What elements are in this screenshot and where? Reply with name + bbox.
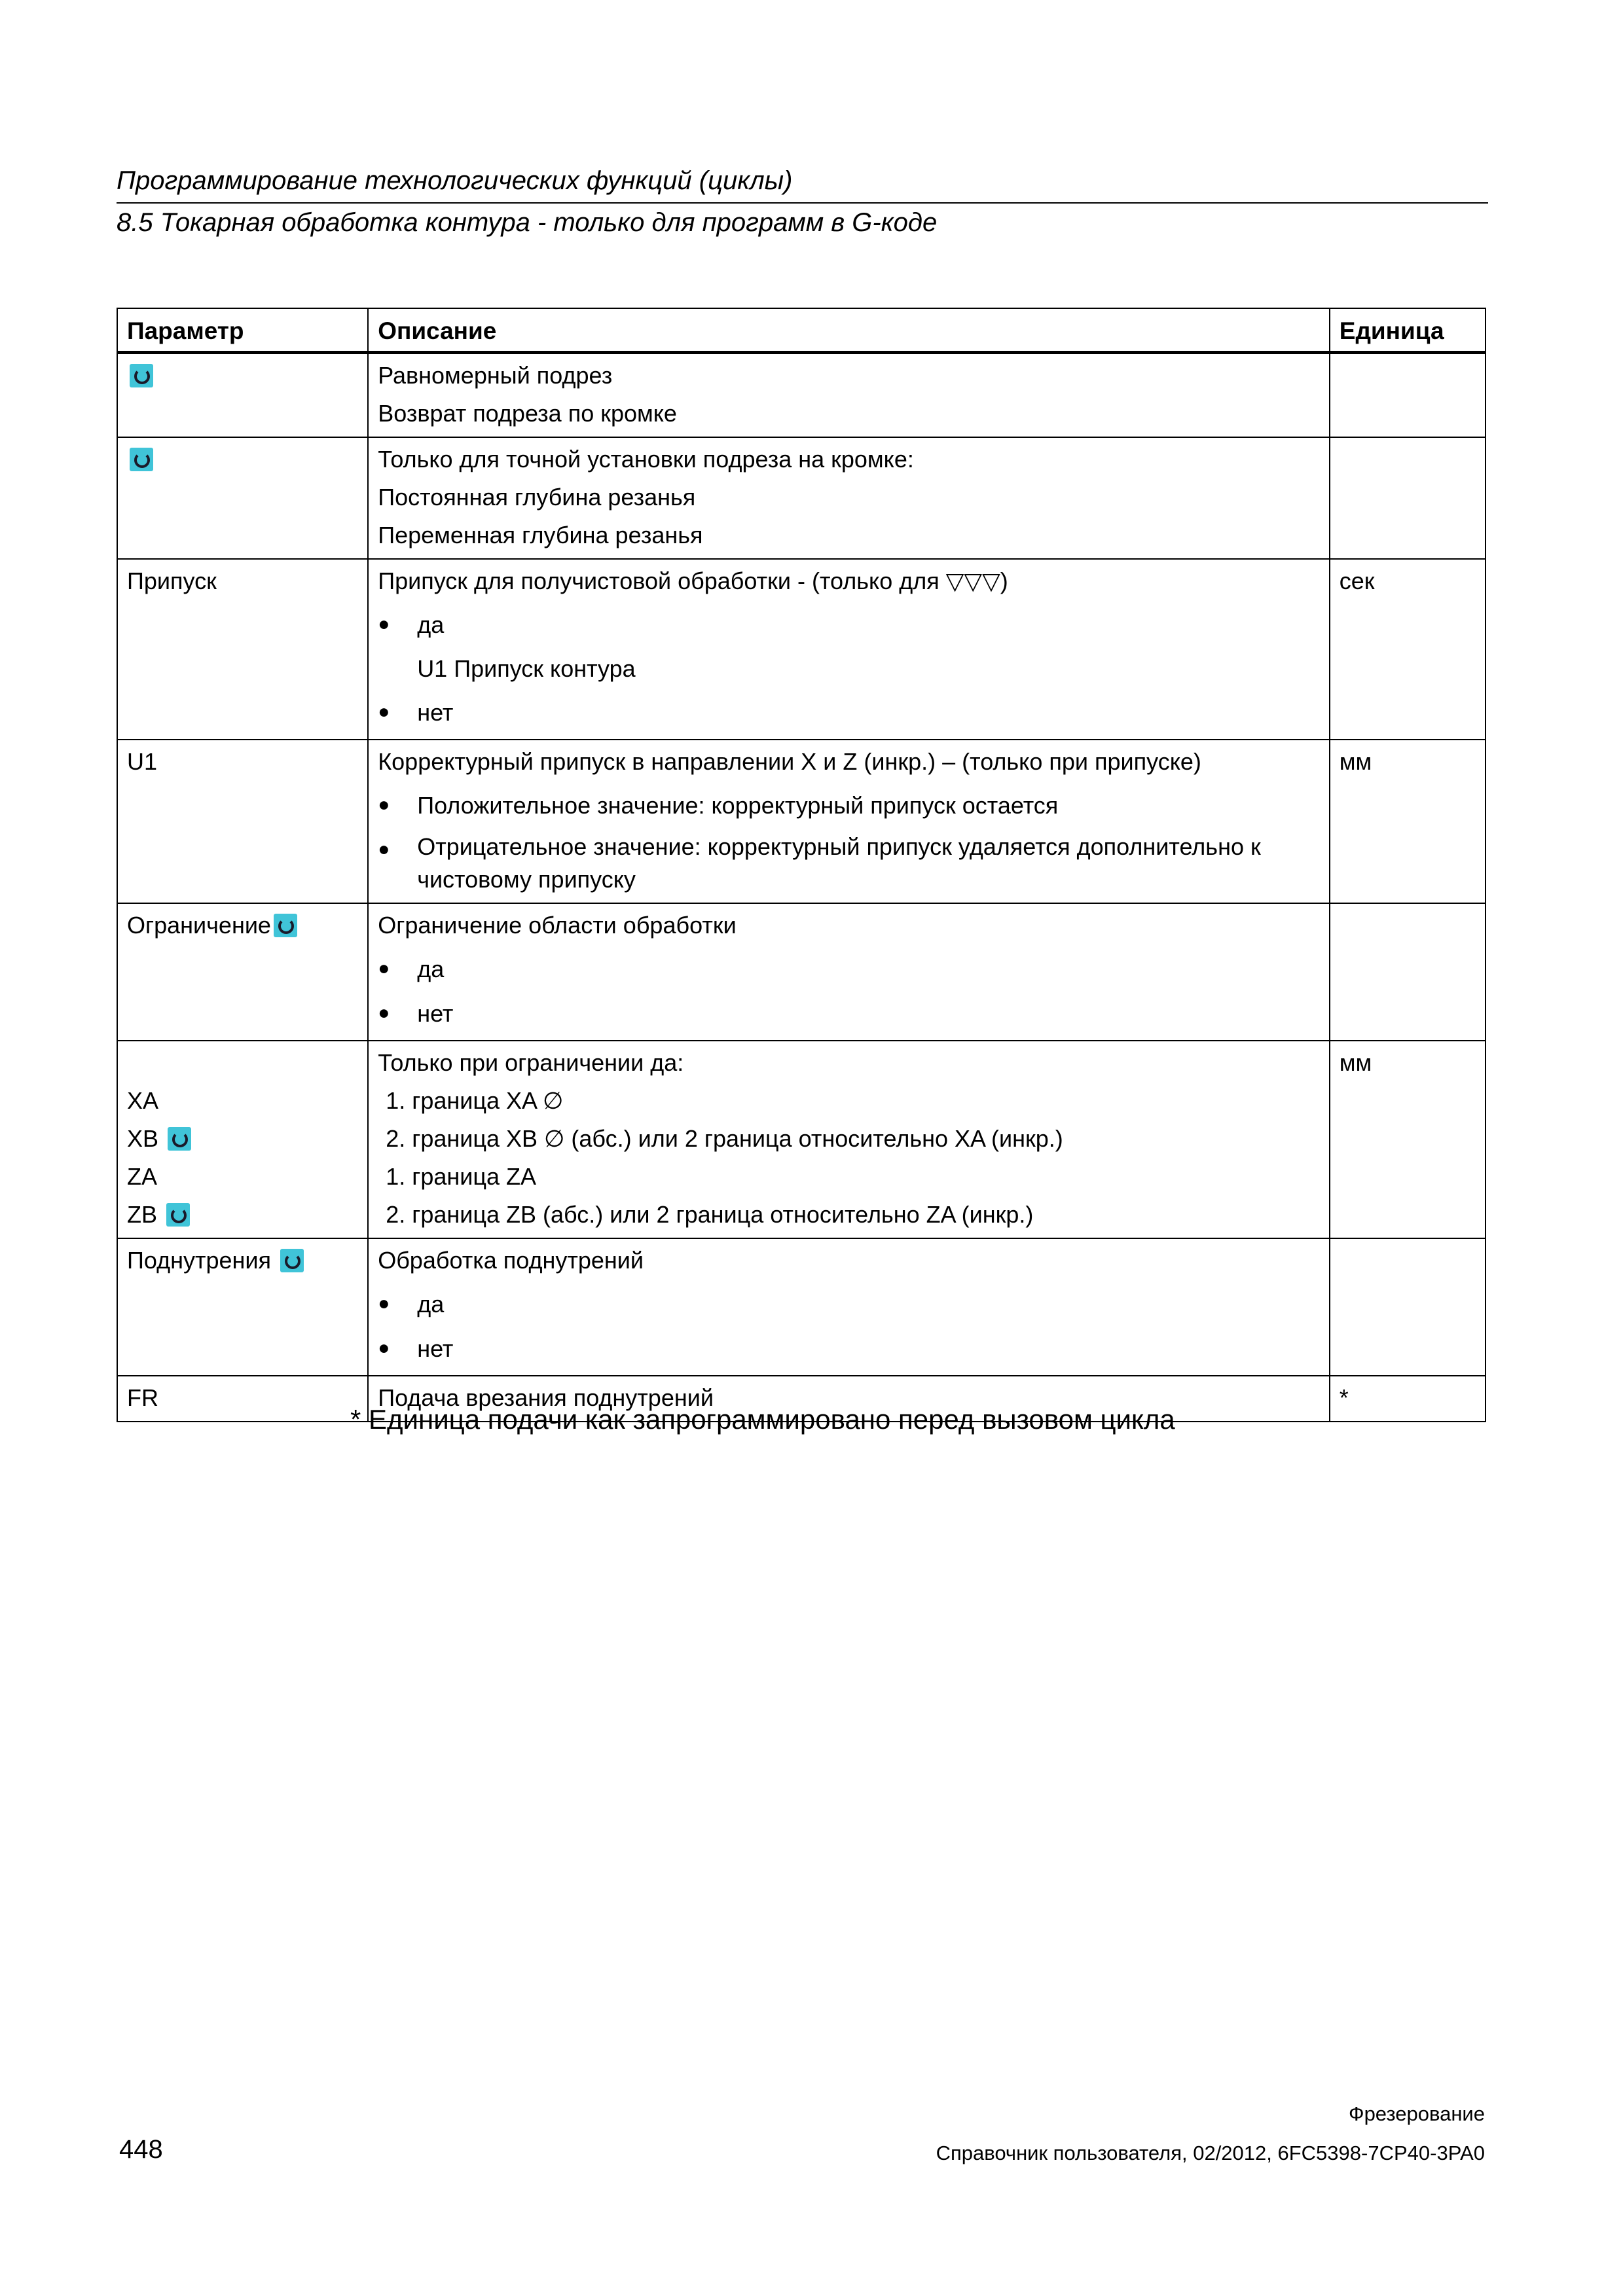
bullet-icon: ● [378, 1293, 390, 1314]
bullet-item [378, 1329, 1321, 1369]
bullet-icon: ● [378, 1002, 390, 1024]
param-cell: U1 [117, 740, 368, 903]
unit-cell: мм [1330, 740, 1486, 903]
numbered-item: 2. граница ZB (абс.) или 2 граница относительно ZA (инкр.) [386, 1201, 1034, 1228]
desc-line: Ограничение области обработки [378, 912, 737, 939]
desc-cell [368, 903, 1330, 1041]
numbered-item: 2. граница XB ∅ (абс.) или 2 граница относительно XA (инкр.) [386, 1125, 1063, 1152]
param-label: Ограничение [127, 912, 271, 939]
desc-line: Обработка поднутрений [378, 1247, 644, 1274]
bullet-text: да [417, 611, 445, 638]
desc-cell [368, 1238, 1330, 1376]
table-header-row [117, 308, 1486, 353]
bullet-text: Положительное значение: корректурный припуск остается [417, 792, 1059, 819]
desc-line: Припуск для получистовой обработки - (только для ▽▽▽) [378, 567, 1008, 594]
bullet-icon: ● [378, 1337, 390, 1359]
desc-line: Переменная глубина резанья [378, 522, 703, 548]
bullet-text: да [417, 956, 445, 982]
bullet-text: да [417, 1291, 445, 1318]
desc-line: Корректурный припуск в направлении X и Z (инкр.) – (только при припуске) [378, 748, 1201, 775]
param-label: XA [127, 1087, 159, 1114]
desc-cell [368, 437, 1330, 559]
bullet-item [378, 950, 1321, 989]
desc-cell [368, 1041, 1330, 1238]
param-cell [117, 437, 368, 559]
header-param: Параметр [117, 308, 368, 353]
bullet-text: нет [417, 1335, 454, 1362]
desc-cell [368, 353, 1330, 438]
toggle-icon [166, 1203, 190, 1227]
sub-option: U1 Припуск контура [417, 655, 636, 682]
header-unit: Единица [1330, 308, 1486, 353]
desc-cell [368, 740, 1330, 903]
param-label: Поднутрения [127, 1247, 272, 1274]
unit-cell: * [1330, 1376, 1486, 1422]
bullet-item [378, 693, 1321, 732]
unit-cell [1330, 437, 1486, 559]
chapter-title: Программирование технологических функций (циклы) [117, 166, 793, 195]
desc-cell [368, 559, 1330, 740]
document-id: Справочник пользователя, 02/2012, 6FC5398-7CP40-3PA0 [936, 2142, 1485, 2164]
toggle-icon [168, 1127, 191, 1151]
toggle-icon [280, 1249, 304, 1272]
bullet-item [378, 1285, 1321, 1324]
param-cell [117, 903, 368, 1041]
header-description: Описание [368, 308, 1330, 353]
desc-line: Возврат подреза по кромке [378, 400, 677, 427]
table-row [117, 353, 1486, 438]
unit-cell [1330, 353, 1486, 438]
parameter-table [117, 308, 1486, 1422]
param-label [127, 1196, 359, 1234]
bullet-item [378, 831, 1321, 896]
param-label-text: XB [127, 1125, 159, 1152]
param-label-text: ZB [127, 1201, 158, 1228]
toggle-icon [130, 364, 153, 387]
bullet-icon: ● [378, 794, 390, 816]
bullet-item [378, 605, 1321, 645]
table-row [117, 903, 1486, 1041]
desc-line: Только при ограничении да: [378, 1049, 684, 1076]
unit-cell: мм [1330, 1041, 1486, 1238]
table-row [117, 437, 1486, 559]
bullet-item [378, 786, 1321, 825]
param-cell [117, 1238, 368, 1376]
desc-line: Равномерный подрез [378, 362, 613, 389]
bullet-text: нет [417, 699, 454, 726]
table-row [117, 740, 1486, 903]
book-title: Фрезерование [1349, 2102, 1485, 2125]
bullet-text: Отрицательное значение: корректурный припуск удаляется дополнительно к чистовому припуску [417, 833, 1261, 893]
bullet-icon: ● [378, 838, 390, 860]
desc-cell: Подача врезания поднутрений [368, 1376, 1330, 1422]
desc-line: Только для точной установки подреза на кромке: [378, 446, 914, 473]
unit-cell: сек [1330, 559, 1486, 740]
param-label [127, 1120, 359, 1158]
param-cell [117, 1041, 368, 1238]
bullet-text: нет [417, 1000, 454, 1027]
toggle-icon [130, 448, 153, 471]
bullet-icon: ● [378, 613, 390, 635]
param-cell: Припуск [117, 559, 368, 740]
bullet-icon: ● [378, 958, 390, 979]
table-row [117, 1238, 1486, 1376]
unit-cell [1330, 903, 1486, 1041]
footnote: * Единица подачи как запрограммировано перед вызовом цикла [350, 1404, 1175, 1435]
param-cell: FR [117, 1376, 368, 1422]
desc-line: Постоянная глубина резанья [378, 484, 696, 511]
section-title: 8.5 Токарная обработка контура - только для программ в G-коде [117, 208, 938, 237]
numbered-item: 1. граница XA ∅ [386, 1087, 564, 1114]
bullet-item [378, 994, 1321, 1033]
header-divider [117, 202, 1488, 204]
table-row [117, 1041, 1486, 1238]
table-row [117, 559, 1486, 740]
unit-cell [1330, 1238, 1486, 1376]
page-number: 448 [119, 2135, 163, 2164]
param-cell [117, 353, 368, 438]
param-label: ZA [127, 1163, 158, 1190]
numbered-item: 1. граница ZA [386, 1163, 537, 1190]
toggle-icon [274, 914, 297, 937]
bullet-icon: ● [378, 701, 390, 723]
